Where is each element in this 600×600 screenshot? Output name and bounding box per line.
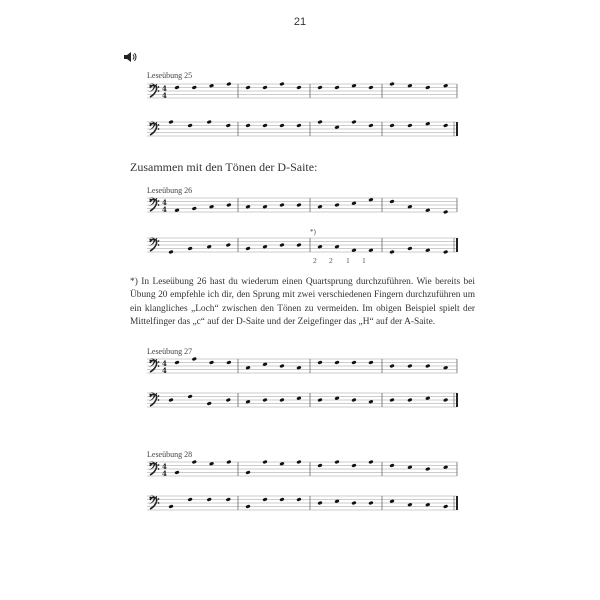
- exercise-title: Leseübung 25: [147, 71, 193, 80]
- staff: [147, 390, 457, 409]
- note-head: [368, 123, 373, 127]
- bass-clef-icon: 𝄢: [148, 119, 158, 137]
- note-head: [245, 246, 250, 250]
- note-head: [279, 243, 284, 247]
- footnote-text: *) In Leseübung 26 hast du wiederum einen Quartsprung durchzuführen. Wie bereits bei Übung 20 empfehle ich dir, den Sprung mit zwei verschiedenen Fingern durchzuführen um ein klangliches „Loch“ zwischen den Tönen zu vermeiden. Im obigen Beispiel spielt der Mittelfinger das „c“ auf der D-Saite und der Zeigefinger das „H“ auf der A-Saite.: [130, 277, 475, 328]
- note-head: [174, 470, 179, 474]
- staff: [147, 459, 457, 478]
- note-head: [425, 467, 430, 471]
- note-head: [207, 120, 212, 124]
- note-head: [245, 504, 250, 508]
- note-head: [262, 497, 267, 501]
- note-head: [262, 460, 267, 464]
- note-head: [317, 501, 322, 505]
- note-head: [351, 501, 356, 505]
- note-head: [192, 85, 197, 89]
- note-head: [368, 501, 373, 505]
- note-head: [351, 463, 356, 467]
- note-head: [187, 497, 192, 501]
- note-head: [443, 123, 448, 127]
- note-head: [226, 243, 231, 247]
- footnote-marker: *): [310, 228, 316, 236]
- note-head: [192, 206, 197, 210]
- note-head: [443, 504, 448, 508]
- note-head: [168, 250, 173, 254]
- note-head: [279, 398, 284, 402]
- note-head: [279, 497, 284, 501]
- note-head: [192, 460, 197, 464]
- note-head: [279, 82, 284, 86]
- note-head: [389, 123, 394, 127]
- svg-text:4: 4: [162, 366, 167, 375]
- note-head: [389, 364, 394, 368]
- note-head: [389, 463, 394, 467]
- note-head: [174, 85, 179, 89]
- bass-clef-icon: 𝄢: [148, 195, 158, 213]
- note-head: [407, 123, 412, 127]
- note-head: [389, 82, 394, 86]
- svg-text:4: 4: [162, 84, 167, 93]
- note-head: [296, 85, 301, 89]
- note-head: [262, 398, 267, 402]
- note-head: [262, 85, 267, 89]
- note-head: [226, 497, 231, 501]
- note-head: [226, 360, 231, 364]
- speaker-icon[interactable]: [124, 50, 138, 62]
- note-head: [226, 82, 231, 86]
- note-head: [187, 246, 192, 250]
- note-head: [443, 250, 448, 254]
- fingering: 2: [313, 256, 317, 265]
- note-head: [168, 120, 173, 124]
- svg-text:4: 4: [162, 359, 167, 368]
- note-head: [389, 398, 394, 402]
- fingering: 2: [329, 256, 333, 265]
- staff: [147, 81, 457, 100]
- note-head: [279, 123, 284, 127]
- svg-text:4: 4: [162, 462, 167, 471]
- fingering: 1: [346, 256, 350, 265]
- note-head: [245, 85, 250, 89]
- exercise-title: Leseübung 26: [147, 186, 193, 195]
- note-head: [168, 504, 173, 508]
- note-head: [317, 360, 322, 364]
- note-head: [389, 199, 394, 203]
- staff: [147, 235, 457, 254]
- note-head: [351, 398, 356, 402]
- note-head: [334, 85, 339, 89]
- note-head: [207, 497, 212, 501]
- note-head: [207, 401, 212, 405]
- note-head: [174, 360, 179, 364]
- staff: [147, 119, 457, 138]
- note-head: [334, 460, 339, 464]
- staff: [147, 195, 457, 214]
- note-head: [168, 398, 173, 402]
- note-head: [226, 123, 231, 127]
- note-head: [443, 210, 448, 214]
- note-head: [407, 364, 412, 368]
- note-head: [368, 360, 373, 364]
- svg-text:4: 4: [162, 469, 167, 478]
- fingering: 1: [362, 256, 366, 265]
- bass-clef-icon: 𝄢: [148, 390, 158, 408]
- note-head: [368, 460, 373, 464]
- note-head: [262, 123, 267, 127]
- note-head: [389, 250, 394, 254]
- note-head: [317, 120, 322, 124]
- note-head: [226, 460, 231, 464]
- staff: [147, 356, 457, 375]
- note-head: [317, 398, 322, 402]
- note-head: [187, 394, 192, 398]
- note-head: [226, 203, 231, 207]
- note-head: [334, 360, 339, 364]
- bass-clef-icon: 𝄢: [148, 459, 158, 477]
- note-head: [425, 85, 430, 89]
- note-head: [226, 398, 231, 402]
- page-number: 21: [293, 16, 307, 28]
- svg-text:4: 4: [162, 91, 167, 100]
- note-head: [296, 123, 301, 127]
- note-head: [296, 243, 301, 247]
- note-head: [187, 123, 192, 127]
- note-head: [317, 463, 322, 467]
- exercise-title: Leseübung 28: [147, 450, 193, 459]
- note-head: [425, 364, 430, 368]
- section-heading: Zusammen mit den Tönen der D-Saite:: [130, 160, 318, 174]
- note-head: [334, 203, 339, 207]
- note-head: [296, 460, 301, 464]
- note-head: [407, 246, 412, 250]
- bass-clef-icon: 𝄢: [148, 356, 158, 374]
- note-head: [368, 85, 373, 89]
- note-head: [209, 360, 214, 364]
- note-head: [407, 398, 412, 402]
- note-head: [296, 203, 301, 207]
- note-head: [351, 360, 356, 364]
- note-head: [351, 120, 356, 124]
- staff: [147, 493, 457, 512]
- svg-text:4: 4: [162, 205, 167, 214]
- note-head: [296, 497, 301, 501]
- svg-text:4: 4: [162, 198, 167, 207]
- bass-clef-icon: 𝄢: [148, 81, 158, 99]
- note-head: [245, 123, 250, 127]
- bass-clef-icon: 𝄢: [148, 235, 158, 253]
- bass-clef-icon: 𝄢: [148, 493, 158, 511]
- note-head: [245, 470, 250, 474]
- note-head: [317, 85, 322, 89]
- note-head: [279, 203, 284, 207]
- note-head: [192, 357, 197, 361]
- note-head: [443, 398, 448, 402]
- note-head: [279, 364, 284, 368]
- exercise-title: Leseübung 27: [147, 347, 193, 356]
